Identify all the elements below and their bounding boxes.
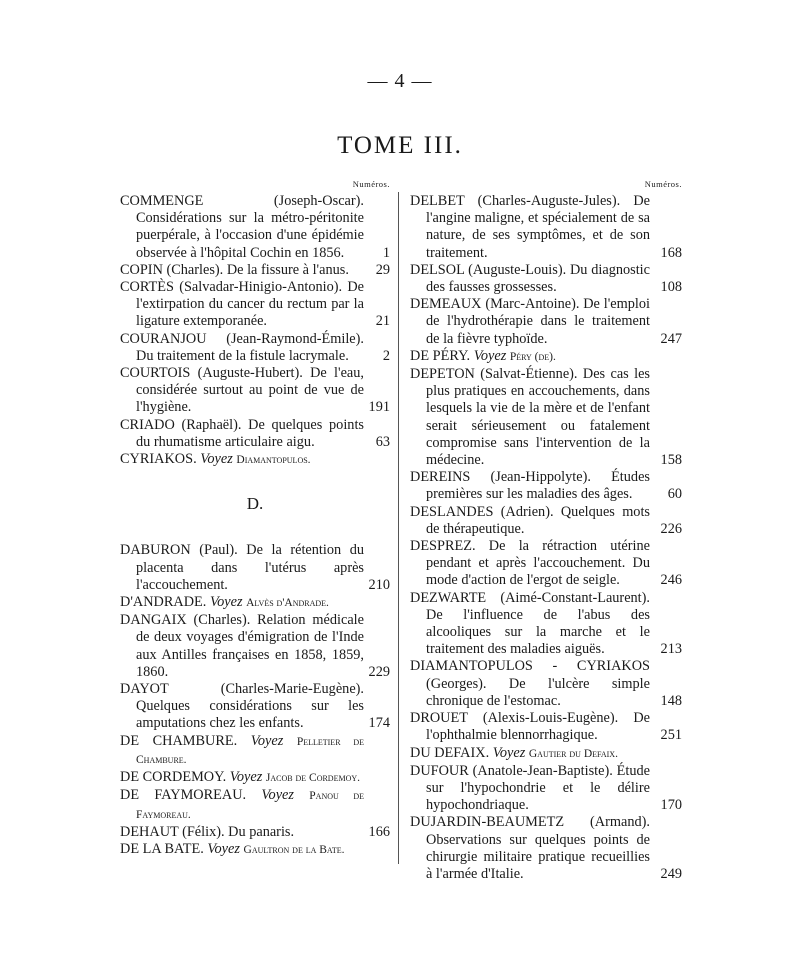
entry-voyez: Voyez bbox=[207, 840, 240, 857]
entry-number: 170 bbox=[660, 797, 682, 814]
index-entry bbox=[120, 681, 390, 733]
entry-voyez: Voyez bbox=[200, 451, 233, 468]
entry-number: 21 bbox=[375, 313, 390, 330]
entry-number: 174 bbox=[368, 715, 390, 732]
index-entry bbox=[410, 366, 682, 469]
entry-reference: Jacob de Cordemoy. bbox=[265, 772, 361, 785]
index-entry bbox=[120, 262, 390, 279]
index-entry bbox=[120, 612, 390, 681]
entry-number: 247 bbox=[660, 330, 682, 347]
index-entry bbox=[120, 542, 390, 594]
index-entry bbox=[410, 296, 682, 348]
index-entry bbox=[410, 469, 682, 503]
entry-title: (Marc-Antoine). De l'emploi de l'hydrothérapie dans le traitement de la fièvre typhoïde. bbox=[426, 296, 650, 347]
entry-reference: Diamantopulos. bbox=[236, 454, 311, 467]
entry-author: DEPETON bbox=[410, 366, 475, 383]
entry-author: COURTOIS bbox=[120, 365, 191, 382]
entry-number: 210 bbox=[368, 576, 390, 593]
entry-title: (Jean-Hippolyte). Études premières sur les maladies des âges. bbox=[426, 469, 650, 503]
entry-voyez: Voyez bbox=[229, 769, 263, 786]
entry-number: 29 bbox=[375, 261, 390, 278]
entry-title: (Salvat-Étienne). Des cas les plus pratiques en accouchements, dans lesquels la vie de la mère et de l'enfant serait sérieusement ou fatalement compromise sans l'intervention de la médecine. bbox=[426, 366, 650, 469]
entry-number: 226 bbox=[660, 520, 682, 537]
page-number: — 4 — bbox=[367, 70, 433, 92]
index-entry bbox=[120, 417, 390, 451]
right-column bbox=[410, 178, 682, 883]
entry-title: (Georges). De l'ulcère simple chronique de l'estomac. bbox=[426, 675, 650, 709]
entry-number: 249 bbox=[660, 865, 682, 882]
entry-title: (Anatole-Jean-Baptiste). Étude sur l'hypochondrie et le délire hypochondriaque. bbox=[426, 762, 650, 814]
entry-number: 213 bbox=[660, 641, 682, 658]
entry-author: D'ANDRADE. bbox=[120, 594, 207, 611]
entry-author: CORTÈS bbox=[120, 279, 174, 296]
entry-title: (Joseph-Oscar). Considérations sur la métro-péritonite puerpérale, à l'occasion d'une épidémie observée à l'hôpital Cochin en 1856. bbox=[136, 193, 364, 261]
entry-title: (Félix). Du panaris. bbox=[178, 823, 295, 840]
entry-number: 166 bbox=[368, 823, 390, 840]
entry-voyez: Voyez bbox=[473, 347, 507, 364]
index-entry bbox=[410, 262, 682, 296]
index-entry bbox=[120, 787, 390, 823]
index-entry bbox=[410, 590, 682, 659]
entry-reference: Alvès d'Andrade. bbox=[246, 597, 329, 610]
entry-author: DE CORDEMOY. bbox=[120, 769, 227, 786]
entry-reference: Péry (de). bbox=[509, 350, 556, 363]
entry-author: DUJARDIN-BEAUMETZ bbox=[410, 814, 565, 831]
entry-number: 168 bbox=[660, 244, 682, 261]
entry-author: DAYOT bbox=[120, 681, 169, 698]
entry-title: (Charles). Relation médicale de deux voyages d'émigration de l'Inde aux Antilles françaises en 1858, 1859, 1860. bbox=[136, 612, 364, 680]
entry-title: (Paul). De la rétention du placenta dans l'utérus après l'accouchement. bbox=[136, 542, 364, 593]
entry-author: DE CHAMBURE. bbox=[120, 732, 238, 749]
index-entry bbox=[410, 193, 682, 262]
index-entry bbox=[120, 279, 390, 331]
entry-title: (Adrien). Quelques mots de thérapeutique. bbox=[426, 503, 650, 537]
entry-number: 229 bbox=[368, 663, 390, 680]
entry-voyez: Voyez bbox=[261, 787, 294, 804]
left-entry-list bbox=[120, 193, 390, 469]
entry-author: DEHAUT bbox=[120, 823, 179, 840]
index-entry bbox=[120, 193, 390, 262]
entry-title: (Charles-Marie-Eugène). Quelques considérations sur les amputations chez les enfants. bbox=[136, 681, 364, 732]
index-entry bbox=[120, 769, 390, 787]
index-entry bbox=[410, 538, 682, 590]
entry-number: 251 bbox=[660, 727, 682, 744]
entry-voyez: Voyez bbox=[250, 732, 284, 749]
entry-number: 148 bbox=[660, 692, 682, 709]
entry-number: 63 bbox=[375, 433, 390, 450]
entry-author: DE FAYMOREAU. bbox=[120, 787, 247, 804]
entry-number: 191 bbox=[368, 399, 390, 416]
entry-author: DIAMANTOPULOS - CYRIAKOS bbox=[410, 658, 650, 675]
entry-number: 158 bbox=[660, 452, 682, 469]
index-entry bbox=[120, 451, 390, 469]
entry-voyez: Voyez bbox=[492, 744, 526, 761]
entry-author: DELSOL bbox=[410, 261, 465, 278]
entry-author: DE LA BATE. bbox=[120, 840, 204, 857]
entry-author: DE PÉRY. bbox=[410, 347, 471, 364]
index-entry bbox=[120, 594, 390, 612]
entry-title: (Auguste-Hubert). De l'eau, considérée surtout au point de vue de l'hygiène. bbox=[136, 365, 364, 416]
index-entry bbox=[120, 733, 390, 769]
entry-author: DELBET bbox=[410, 193, 465, 209]
entry-title: (Raphaël). De quelques points du rhumatisme articulaire aigu. bbox=[136, 416, 364, 450]
entry-title: (Auguste-Louis). Du diagnostic des fausses grossesses. bbox=[426, 261, 650, 296]
column-divider bbox=[398, 192, 399, 864]
entry-author: COPIN bbox=[120, 261, 163, 278]
index-entry bbox=[410, 504, 682, 538]
index-entry bbox=[410, 348, 682, 366]
entry-title: (Armand). Observations sur quelques points de chirurgie militaire pratique recueillies à l'armée d'Italie. bbox=[426, 814, 650, 882]
entry-author: DESPREZ bbox=[410, 538, 472, 555]
tome-title: TOME III. bbox=[337, 132, 463, 159]
entry-voyez: Voyez bbox=[209, 594, 243, 611]
index-entry bbox=[410, 710, 682, 744]
section-letter-d: D. bbox=[246, 494, 264, 514]
entry-author: DESLANDES bbox=[410, 503, 494, 520]
numeros-header: Numéros. bbox=[644, 179, 682, 189]
entry-title: (Salvadar-Hinigio-Antonio). De l'extirpation du cancer du rectum par la ligature extemporanée. bbox=[136, 279, 364, 330]
entry-author: DANGAIX bbox=[120, 612, 187, 629]
entry-author: DU DEFAIX. bbox=[410, 744, 490, 761]
entry-reference: Gautier du Defaix. bbox=[528, 747, 618, 760]
right-entry-list bbox=[410, 193, 682, 883]
entry-title: . De la rétraction utérine pendant et après l'accouchement. Du mode d'action de l'ergot de seigle. bbox=[426, 538, 650, 589]
index-entry bbox=[120, 331, 390, 365]
entry-number: 60 bbox=[667, 486, 682, 503]
entry-reference: Pelletier de Chambure. bbox=[136, 735, 365, 766]
entry-number: 1 bbox=[382, 244, 390, 261]
entry-author: COURANJOU bbox=[120, 330, 207, 347]
entry-reference: Gaultron de la Bate. bbox=[243, 843, 345, 856]
entry-author: COMMENGE bbox=[120, 193, 204, 209]
entry-number: 2 bbox=[382, 347, 390, 364]
index-entry bbox=[120, 824, 390, 841]
entry-title: (Alexis-Louis-Eugène). De l'ophthalmie blennorrhagique. bbox=[426, 710, 650, 744]
left-column bbox=[120, 178, 390, 859]
index-entry bbox=[410, 745, 682, 763]
entry-author: DEZWARTE bbox=[410, 589, 487, 606]
entry-title: (Aimé-Constant-Laurent). De l'influence de l'abus des alcooliques sur la marche et le traitement des maladies aiguës. bbox=[426, 589, 650, 658]
entry-author: DEMEAUX bbox=[410, 296, 482, 313]
index-entry bbox=[410, 658, 682, 710]
entry-number: 108 bbox=[660, 279, 682, 296]
entry-author: DROUET bbox=[410, 710, 468, 727]
index-entry bbox=[120, 365, 390, 417]
entry-author: CRIADO bbox=[120, 416, 175, 433]
left-entry-list-d bbox=[120, 542, 390, 859]
entry-author: CYRIAKOS. bbox=[120, 451, 197, 468]
entry-number: 246 bbox=[660, 572, 682, 589]
index-entry bbox=[120, 841, 390, 859]
entry-author: DEREINS bbox=[410, 469, 471, 486]
entry-reference: Panou de Faymoreau. bbox=[136, 790, 365, 821]
index-entry bbox=[410, 763, 682, 815]
entry-author: DABURON bbox=[120, 542, 191, 559]
numeros-header: Numéros. bbox=[352, 179, 390, 189]
entry-title: (Jean-Raymond-Émile). Du traitement de la fistule lacrymale. bbox=[136, 330, 364, 364]
entry-author: DUFOUR bbox=[410, 762, 469, 779]
entry-title: (Charles). De la fissure à l'anus. bbox=[162, 261, 349, 278]
index-entry bbox=[410, 814, 682, 883]
entry-title: (Charles-Auguste-Jules). De l'angine maligne, et spécialement de sa nature, de ses symptômes, et de son traitement. bbox=[426, 193, 650, 261]
